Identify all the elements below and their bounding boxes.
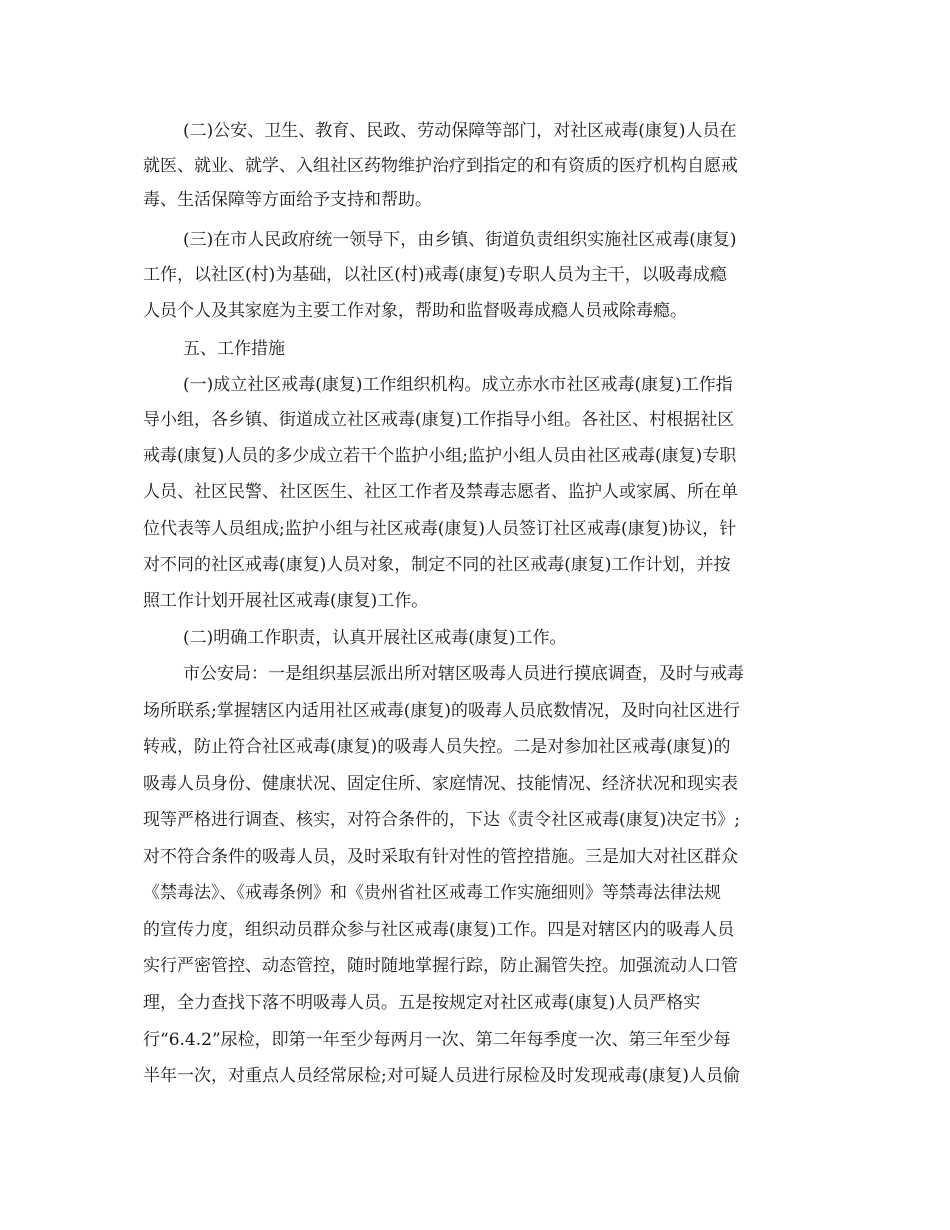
text-line: 导小组，各乡镇、街道成立社区戒毒(康复)工作指导小组。各社区、村根据社区	[143, 410, 735, 430]
text-line: 人员、社区民警、社区医生、社区工作者及禁毒志愿者、监护人或家属、所在单	[143, 482, 738, 502]
text-line: 位代表等人员组成;监护小组与社区戒毒(康复)人员签订社区戒毒(康复)协议，针	[143, 519, 737, 539]
text-line: 对不同的社区戒毒(康复)人员对象，制定不同的社区戒毒(康复)工作计划，并按	[143, 555, 731, 575]
text-line: 实行严密管控、动态管控，随时随地掌握行踪，防止漏管失控。加强流动人口管	[143, 956, 738, 976]
text-line: 对不符合条件的吸毒人员，及时采取有针对性的管控措施。三是加大对社区群众	[143, 847, 738, 867]
text-line: 市公安局：一是组织基层派出所对辖区吸毒人员进行摸底调查，及时与戒毒	[183, 664, 744, 684]
text-line: 就医、就业、就学、入组社区药物维护治疗到指定的和有资质的医疗机构自愿戒	[143, 156, 738, 176]
text-line: (二)公安、卫生、教育、民政、劳动保障等部门，对社区戒毒(康复)人员在	[183, 121, 737, 141]
text-line: 的宣传力度，组织动员群众参与社区戒毒(康复)工作。四是对辖区内的吸毒人员	[143, 920, 735, 940]
text-line: 理，全力查找下落不明吸毒人员。五是按规定对社区戒毒(康复)人员严格实	[143, 993, 701, 1013]
text-line: 毒、生活保障等方面给予支持和帮助。	[143, 190, 432, 210]
text-line: 照工作计划开展社区戒毒(康复)工作。	[143, 591, 429, 611]
text-line: 现等严格进行调查、核实，对符合条件的，下达《责令社区戒毒(康复)决定书》;	[143, 810, 740, 830]
text-line: 吸毒人员身份、健康状况、固定住所、家庭情况、技能情况、经济状况和现实表	[143, 774, 738, 794]
section-heading: 五、工作措施	[183, 339, 285, 359]
text-line: 《禁毒法》、《戒毒条例》和《贵州省社区戒毒工作实施细则》等禁毒法律法规	[143, 883, 721, 903]
text-line: 戒毒(康复)人员的多少成立若干个监护小组;监护小组人员由社区戒毒(康复)专职	[143, 446, 737, 466]
text-line: 行“6.4.2”尿检，即第一年至少每两月一次、第二年每季度一次、第三年至少每	[143, 1030, 731, 1050]
text-line: 场所联系;掌握辖区内适用社区戒毒(康复)的吸毒人员底数情况，及时向社区进行	[143, 701, 740, 721]
text-line: 转戒，防止符合社区戒毒(康复)的吸毒人员失控。二是对参加社区戒毒(康复)的	[143, 737, 731, 757]
text-line: (一)成立社区戒毒(康复)工作组织机构。成立赤水市社区戒毒(康复)工作指	[183, 375, 733, 395]
text-line: (二)明确工作职责，认真开展社区戒毒(康复)工作。	[183, 628, 567, 648]
text-line: 工作，以社区(村)为基础，以社区(村)戒毒(康复)专职人员为主干，以吸毒成瘾	[143, 265, 727, 285]
text-line: 半年一次，对重点人员经常尿检;对可疑人员进行尿检及时发现戒毒(康复)人员偷	[143, 1066, 740, 1086]
text-line: (三)在市人民政府统一领导下，由乡镇、街道负责组织实施社区戒毒(康复)	[183, 230, 737, 250]
text-line: 人员个人及其家庭为主要工作对象，帮助和监督吸毒成瘾人员戒除毒瘾。	[143, 301, 687, 321]
